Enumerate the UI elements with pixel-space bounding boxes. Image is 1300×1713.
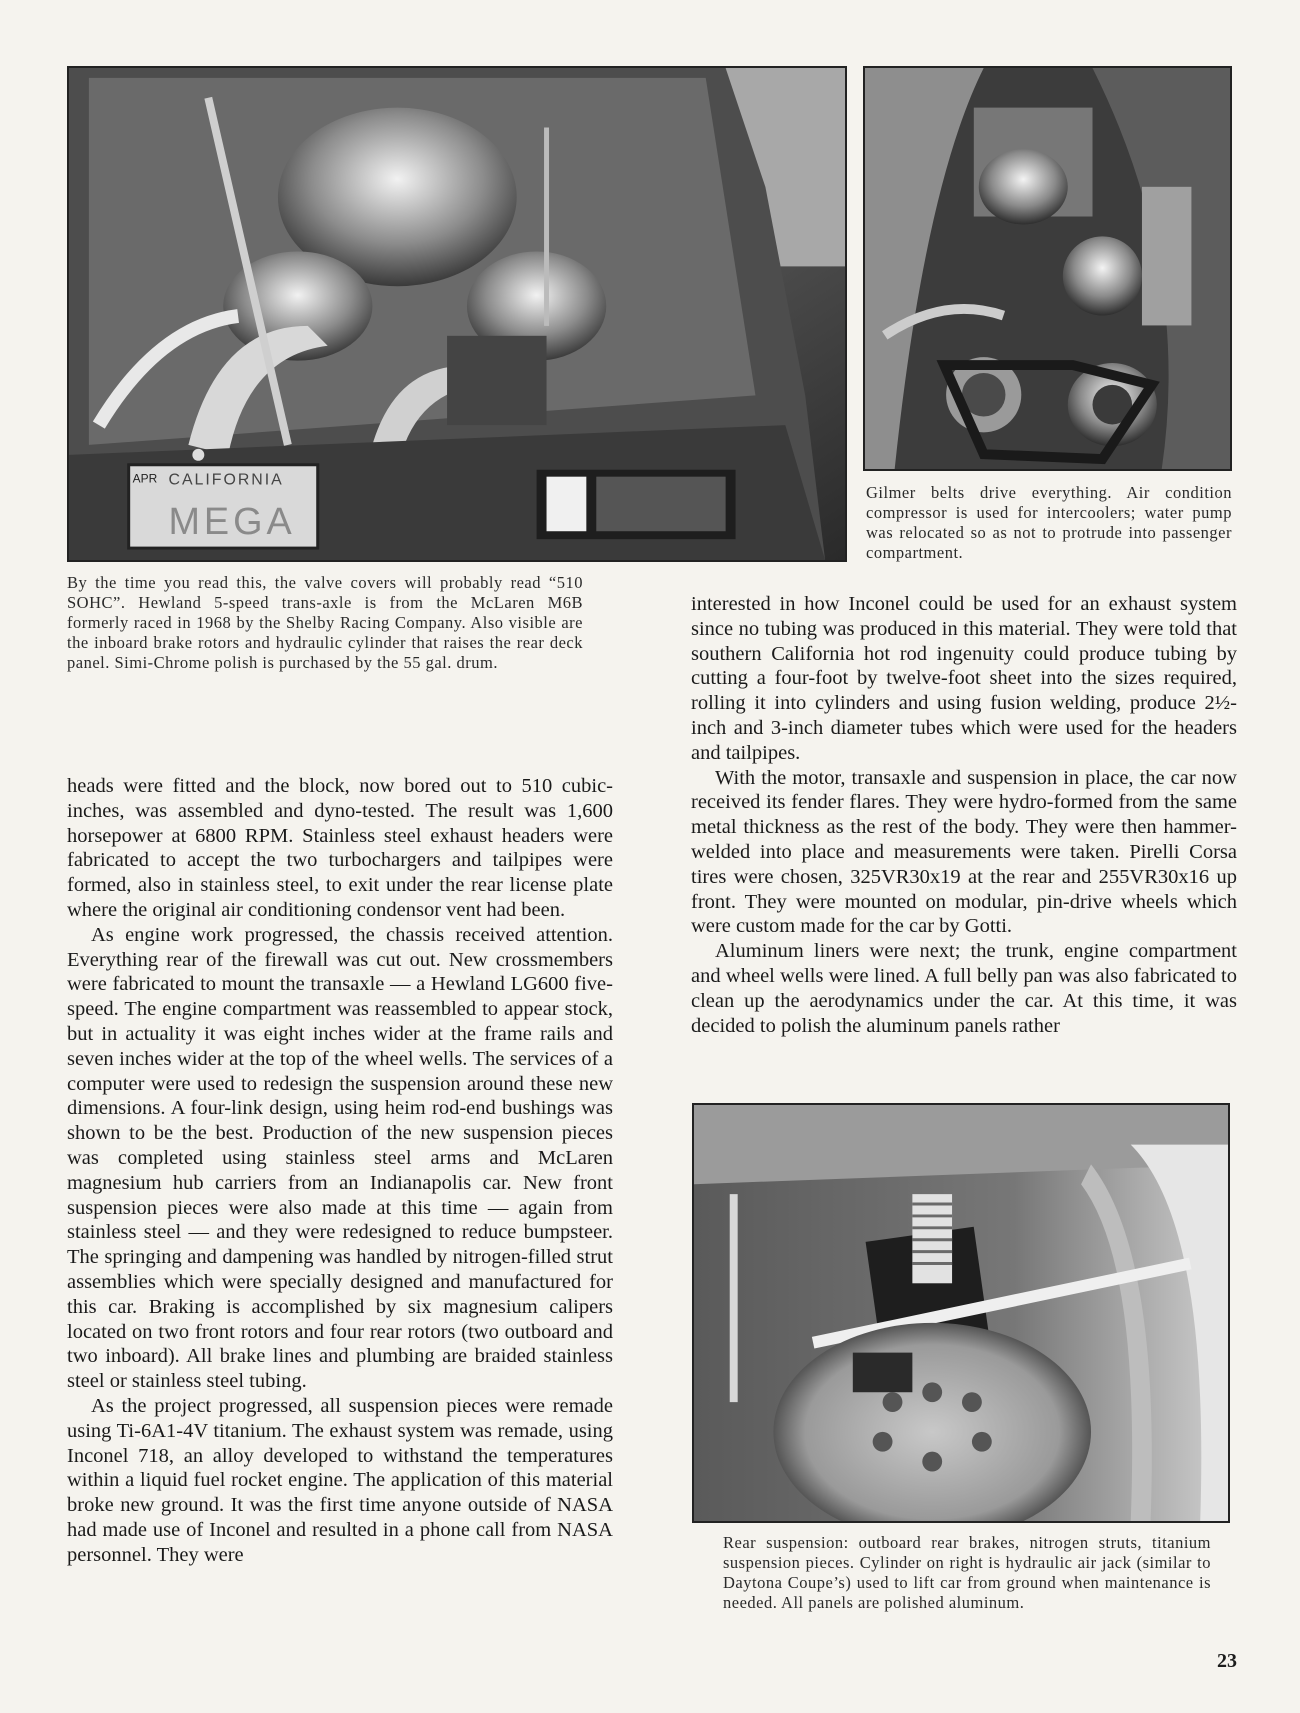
page-number: 23: [1217, 1650, 1237, 1672]
right-paragraph-1: interested in how Inconel could be used for an exhaust system since no tubing was produced in this material. They were told that southern California hot rod ingenuity could produce tubing by cutting a four-foot by twelve-foot sheet into the sizes required, rolling it into cylinders and using fusion welding, produce 2½-inch and 3-inch diameter tubes which were used for the headers and tailpipes.: [691, 593, 1237, 764]
left-column: [67, 774, 613, 1568]
right-paragraph-3: Aluminum liners were next; the trunk, engine compartment and wheel wells were lined. A full belly pan was also fabricated to clean up the aerodynamics under the car. At this time, it was decided to polish the aluminum panels rather: [691, 940, 1237, 1037]
left-paragraph-3: As the project progressed, all suspension pieces were remade using Ti-6A1-4V titanium. The exhaust system was remade, using Inconel 718, an alloy developed to withstand the temperatures within a liquid fuel rocket engine. The application of this material broke new ground. It was the first time anyone outside of NASA had made use of Inconel and resulted in a phone call from NASA personnel. They were: [67, 1394, 613, 1566]
top-left-caption: By the time you read this, the valve covers will probably read “510 SOHC”. Hewland 5-speed trans-axle is from the McLaren M6B formerly raced in 1968 by the Shelby Racing Company. Also visible are the inboard brake rotors and hydraulic cylinder that raises the rear deck panel. Simi-Chrome polish is purchased by the 55 gal. drum.: [67, 573, 583, 672]
plate-corner-text: APR: [132, 471, 158, 486]
engine-bay-photo: [67, 66, 847, 562]
plate-state-text: CALIFORNIA: [168, 471, 284, 489]
left-paragraph-1: heads were fitted and the block, now bored out to 510 cubic-inches, was assembled and dyno-tested. The result was 1,600 horsepower at 6800 RPM. Stainless steel exhaust headers were fabricated to accept the two turbochargers and tailpipes were formed, also in stainless steel, to exit under the rear license plate where the original air conditioning condensor vent had been.: [67, 775, 613, 921]
left-paragraph-2: As engine work progressed, the chassis received attention. Everything rear of the firewall was cut out. New crossmembers were fabricated to mount the transaxle — a Hewland LG600 five-speed. The engine compartment was reassembled to appear stock, but in actuality it was eight inches wider at the frame rails and seven inches wider at the top of the wheel wells. The services of a computer were used to redesign the suspension around these new dimensions. A four-link design, using heim rod-end bushings was shown to be the best. Production of the new suspension pieces was completed using stainless steel arms and McLaren magnesium hub carriers from an Indianapolis car. New front suspension pieces were also made at this time — again from stainless steel — and they were redesigned to reduce bumpsteer. The springing and dampening was handled by nitrogen-filled strut assemblies which were specially designed and manufactured for this car. Braking is accomplished by six magnesium calipers located on two front rotors and four rear rotors (two outboard and two inboard). All brake lines and plumbing are braided stainless steel or stainless steel tubing.: [67, 923, 613, 1393]
bottom-right-caption: Rear suspension: outboard rear brakes, nitrogen struts, titanium suspension pieces. Cylinder on right is hydraulic air jack (similar to Daytona Coupe’s) used to lift car from ground when maintenance is needed. All panels are polished aluminum.: [723, 1533, 1211, 1612]
right-paragraph-2: With the motor, transaxle and suspension in place, the car now received its fender flares. They were hydro-formed from the same metal thickness as the rest of the body. They were then hammer-welded into place and measurements were taken. Pirelli Corsa tires were chosen, 325VR30x19 at the rear and 255VR30x16 up front. They were mounted on modular, pin-drive wheels which were custom made for the car by Gotti.: [691, 766, 1237, 938]
plate-number-text: MEGA: [168, 500, 296, 543]
rear-suspension-photo: [692, 1103, 1230, 1523]
engine-belts-photo: [863, 66, 1232, 471]
top-right-caption: Gilmer belts drive everything. Air condition compressor is used for intercoolers; water pump was relocated so as not to protrude into passenger compartment.: [866, 483, 1232, 562]
right-column: [691, 592, 1237, 1038]
